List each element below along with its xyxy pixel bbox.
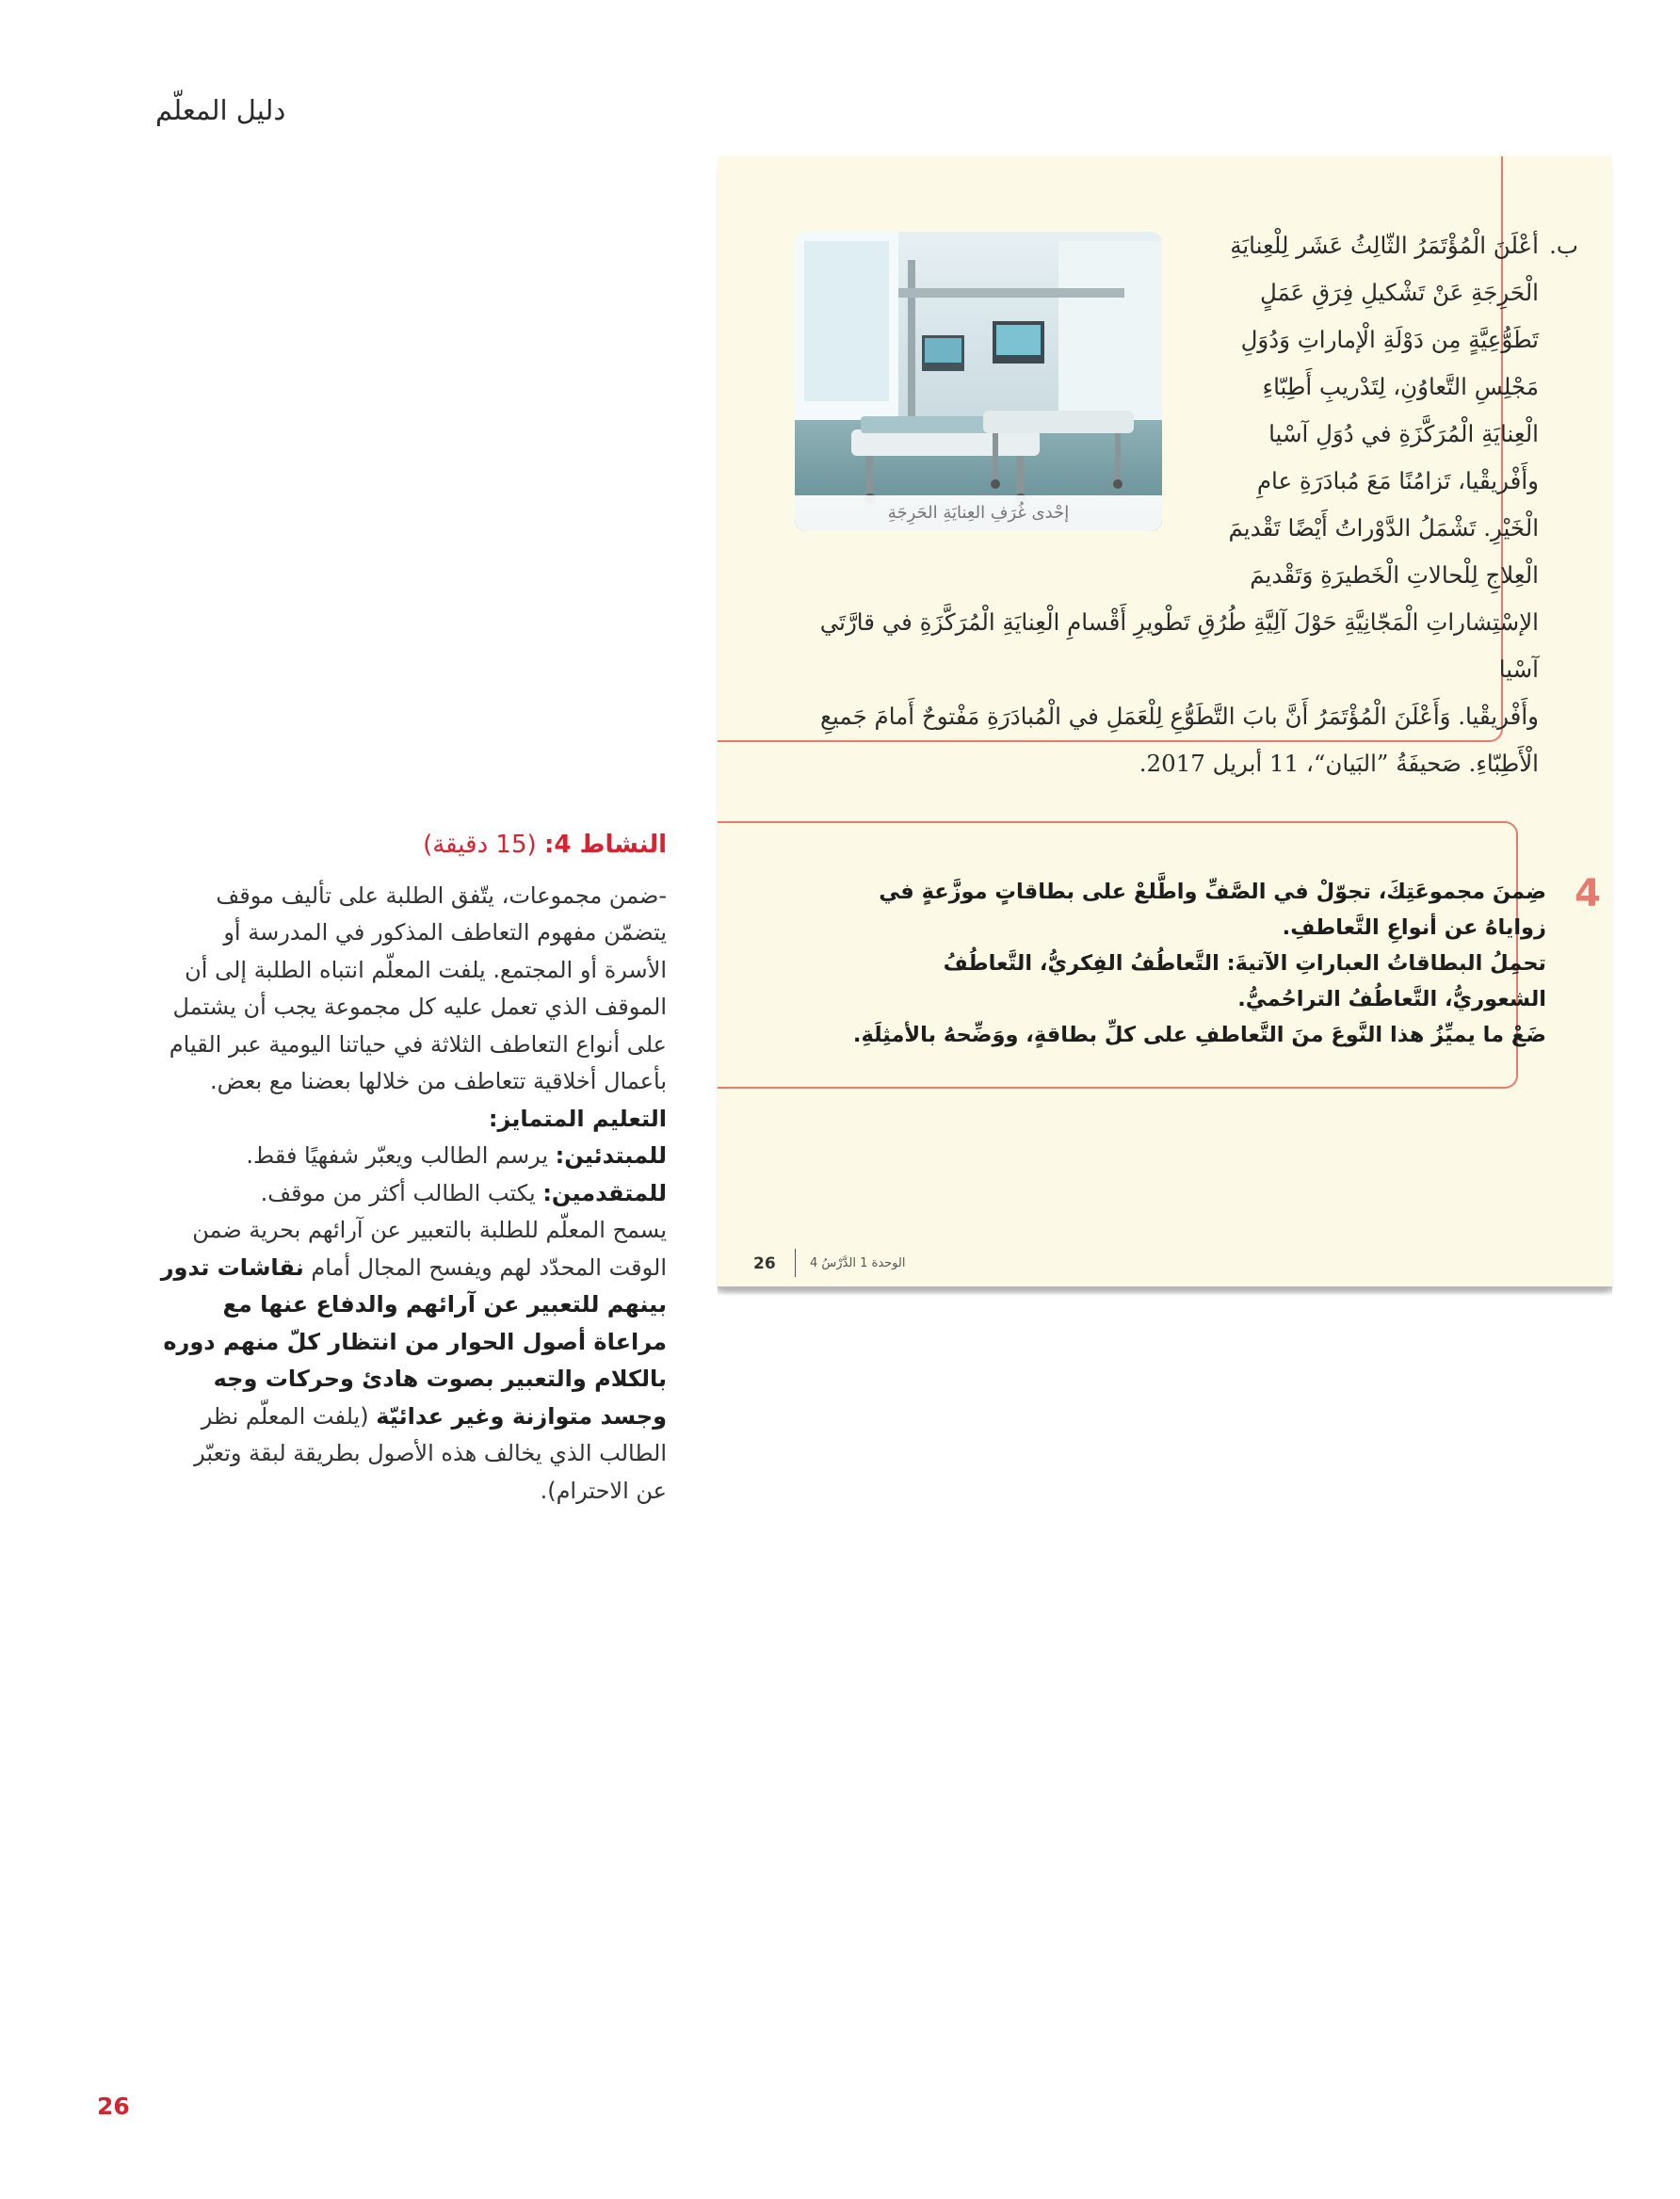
- news-line: الإسْتِشاراتِ الْمَجّانِيَّةِ حَوْلَ آلِيَّةِ طُرُقِ تَطْويرِ أَقْسامِ الْعِنايَةِ الْمُرَكَّزَةِ في قارَّتَي آسْيا: [819, 608, 1539, 683]
- advanced-note: [160, 1175, 667, 1213]
- news-line: أعْلَنَ الْمُؤْتَمَرُ الثّالِثُ عَشَر لِلْعِنايَةِ: [1230, 232, 1539, 259]
- activity-number: 4: [1575, 872, 1601, 915]
- news-article: [785, 222, 1578, 787]
- page-number: 26: [97, 2093, 130, 2120]
- guide-title: دليل المعلّم: [155, 94, 286, 126]
- activity-instructions: [849, 874, 1546, 1053]
- activity-heading: [160, 827, 667, 865]
- activity-line: ضَعْ ما يميِّزُ هذا النَّوعَ منَ التَّعاطفِ على كلِّ بطاقةٍ، ووَضِّحهُ بالأمثِلَةِ.: [852, 1023, 1546, 1047]
- beginners-note: [160, 1138, 667, 1175]
- lesson-label: الوحدة 1 الدَّرْسُ 4: [810, 1256, 906, 1270]
- discussion-start: يسمح المعلّم للطلبة بالتعبير عن آرائهم بحرية ضمن الوقت المحدّد لهم ويفسح المجال أمام: [192, 1217, 667, 1281]
- activity-line: تحمِلُ البطاقاتُ العباراتِ الآتيةَ: التَّعاطُفُ الفِكريُّ، التَّعاطُفُ الشعوريُّ، التَّعاطُفُ التراحُميُّ.: [943, 951, 1546, 1011]
- item-marker: ب.: [1549, 232, 1578, 259]
- advanced-label: للمتقدمين:: [542, 1179, 667, 1206]
- news-line: وأَفْريقْيا، تَزامُنًا مَعَ مُبادَرَةِ عامِ: [1256, 467, 1539, 494]
- teacher-notes: [160, 827, 667, 1510]
- activity-line: ضِمنَ مجموعَتِكَ، تجوّلْ في الصَّفِّ واطَّلعْ على بطاقاتٍ موزَّعةٍ في زواياهُ عن أنواعِ التَّعاطفِ.: [879, 880, 1546, 940]
- footer-divider: [795, 1249, 796, 1277]
- beginners-text: يرسم الطالب ويعبّر شفهيًا فقط.: [246, 1142, 556, 1169]
- news-line: الْعِنايَةِ الْمُرَكَّزَةِ في دُوَلِ آسْيا: [1268, 420, 1539, 447]
- photo-caption: إحْدى غُرَفِ العِنايَةِ الحَرِجَةِ: [795, 495, 1162, 531]
- activity-description: -ضمن مجموعات، يتّفق الطلبة على تأليف موقف يتضمّن مفهوم التعاطف المذكور في المدرسة أو الأسرة أو المجتمع. يلفت المعلّم انتباه الطلبة إلى أن الموقف الذي تعمل عليه كل مجموعة يجب أن يشتمل على أنواع التعاطف الثلاثة في حياتنا اليومية عبر القيام بأعمال أخلاقية تتعاطف من خلالها بعضنا مع بعض.: [169, 881, 667, 1094]
- news-line: الْعِلاجِ لِلْحالاتِ الْخَطيرَةِ وَتَقْديمَ: [1250, 561, 1539, 589]
- beginners-label: للمبتدئين:: [555, 1142, 667, 1169]
- news-line: الْحَرِجَةِ عَنْ تَشْكيلِ فِرَقِ عَمَلٍ: [1259, 279, 1539, 306]
- discussion-bold: نقاشات تدور بينهم للتعبير عن آرائهم والدفاع عنها مع مراعاة أصول الحوار من انتظار كلّ منهم دوره بالكلام والتعبير بصوت هادئ وحركات وجه وجسد متوازنة وغير عدائيّة: [160, 1253, 667, 1430]
- activity-duration: (15 دقيقة): [423, 831, 544, 859]
- news-line: مَجْلِسِ التَّعاوُنِ، لِتَدْريبِ أَطِبّاءِ: [1262, 373, 1539, 400]
- news-line: الْأَطِبّاءِ. صَحيفَةُ ”البَيان“، 11 أبريل 2017.: [1139, 750, 1539, 777]
- news-line: تَطَوُّعِيَّةٍ مِن دَوْلَةِ الْإماراتِ وَدُوَلِ: [1240, 326, 1539, 353]
- advanced-text: يكتب الطالب أكثر من موقف.: [260, 1179, 543, 1206]
- news-line: وأَفْريقْيا. وَأَعْلَنَ الْمُؤْتَمَرُ أَنَّ بابَ التَّطَوُّعِ لِلْعَمَلِ في الْمُبادَرَةِ مَفْتوحٌ أَمامَ جَميعِ: [820, 703, 1539, 730]
- discussion-note: [160, 1212, 667, 1510]
- discussion-end: (يلفت المعلّم نظر الطالب الذي يخالف هذه الأصول بطريقة لبقة وتعبّر عن الاحترام).: [194, 1402, 667, 1504]
- differentiated-heading: التعليم المتمايز:: [488, 1105, 667, 1132]
- book-page-number: 26: [753, 1254, 776, 1273]
- activity-heading-label: النشاط 4:: [543, 831, 667, 859]
- student-book-page: [718, 156, 1612, 1286]
- news-line: الْخَيْرِ. تَشْمَلُ الدَّوْراتُ أَيْضًا تَقْديمَ: [1228, 514, 1539, 542]
